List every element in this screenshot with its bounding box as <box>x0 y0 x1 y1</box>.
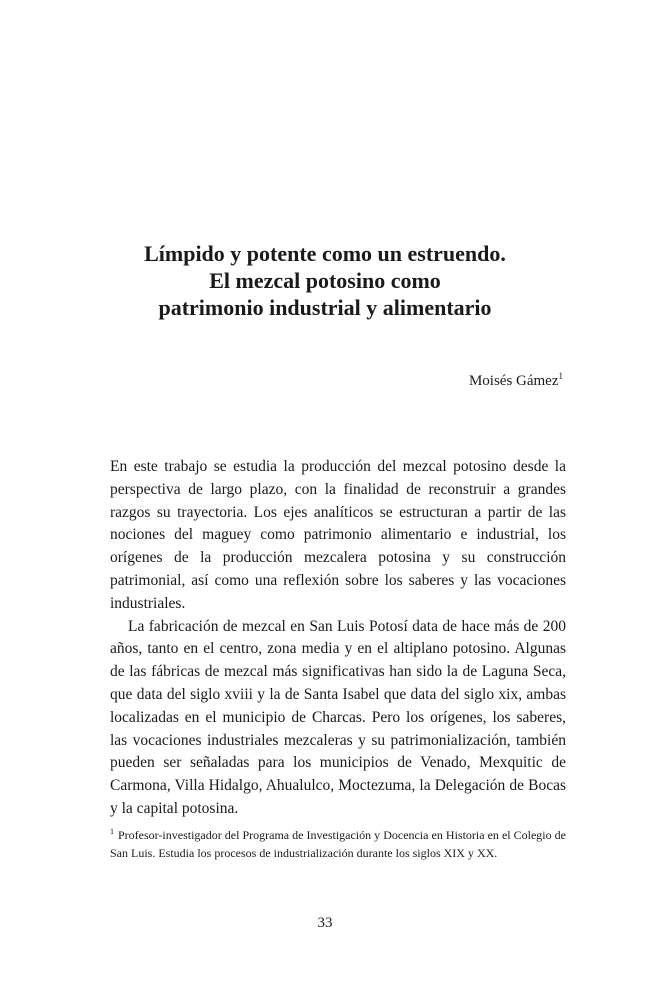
title-line-3: patrimonio industrial y alimentario <box>158 295 492 320</box>
body-paragraph-2: La fabricación de mezcal en San Luis Potosí data de hace más de 200 años, tanto en el centro, zona media y en el altiplano potosino. Algunas de las fábricas de mezcal más significativas han sido la de Laguna Seca, que data del siglo xviii y la de Santa Isabel que data del siglo xix, ambas localizadas en el municipio de Charcas. Pero los orígenes, los saberes, las vocaciones industriales mezcaleras y su patrimonialización, también pueden ser señaladas para los municipios de Venado, Mexquitic de Carmona, Villa Hidalgo, Ahualulco, Moctezuma, la Delegación de Bocas y la capital potosina. <box>110 617 566 817</box>
page-number: 33 <box>317 915 333 931</box>
title-line-2: El mezcal potosino como <box>209 268 441 293</box>
author-footnote-marker: 1 <box>558 371 563 381</box>
body-paragraph-1: En este trabajo se estudia la producción del mezcal potosino desde la perspectiva de largo plazo, con la finalidad de reconstruir a grandes razgos su trayectoria. Los ejes analíticos se estructuran a partir de las nociones del maguey como patrimonio alimentario e industrial, los orígenes de la producción mezcalera potosina y su construcción patrimonial, así como una reflexión sobre los saberes y las vocaciones industriales. <box>110 458 566 612</box>
chapter-title <box>0 240 650 321</box>
footnote-marker: 1 <box>110 827 114 836</box>
author-name: Moisés Gámez <box>468 373 559 389</box>
body-text <box>110 456 566 821</box>
footnote <box>110 826 566 862</box>
author-line <box>469 373 563 390</box>
footnote-text: Profesor-investigador del Programa de Investigación y Docencia en Historia en el Colegio de San Luis. Estudia los procesos de industrialización durante los siglos XIX y XX. <box>110 828 566 860</box>
title-line-1: Límpido y potente como un estruendo. <box>144 241 506 266</box>
